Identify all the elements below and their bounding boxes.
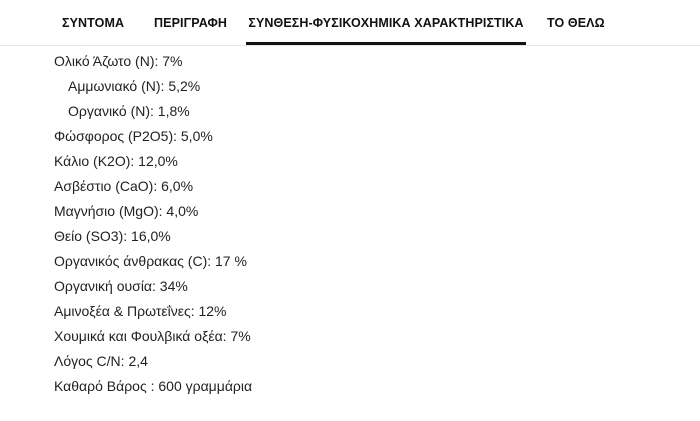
list-item-cn-ratio: Λόγος C/N: 2,4 — [54, 353, 148, 369]
list-item-sulfur: Θείο (SO3): 16,0% — [54, 228, 171, 244]
list-item-magnesium: Μαγνήσιο (MgO): 4,0% — [54, 203, 199, 219]
tab-composition[interactable]: ΣΥΝΘΕΣΗ-ΦΥΣΙΚΟΧΗΜΙΚΑ ΧΑΡΑΚΤΗΡΙΣΤΙΚΑ — [246, 0, 526, 45]
list-item-organic-nitrogen: Οργανικό (N): 1,8% — [68, 103, 190, 119]
list-item-potassium: Κάλιο (K2O): 12,0% — [54, 153, 178, 169]
list-item-phosphorus: Φώσφορος (P2O5): 5,0% — [54, 128, 213, 144]
list-item-organic-carbon: Οργανικός άνθρακας (C): 17 % — [54, 253, 247, 269]
composition-panel — [54, 49, 252, 399]
product-tabs — [0, 0, 700, 46]
list-item-humic-fulvic-acids: Χουμικά και Φουλβικά οξέα: 7% — [54, 328, 251, 344]
list-item-total-nitrogen: Ολικό Άζωτο (N): 7% — [54, 53, 183, 69]
list-item-ammoniacal-nitrogen: Αμμωνιακό (N): 5,2% — [68, 78, 201, 94]
list-item-net-weight: Καθαρό Βάρος : 600 γραμμάρια — [54, 378, 253, 394]
list-item-organic-matter: Οργανική ουσία: 34% — [54, 278, 188, 294]
list-item-calcium: Ασβέστιο (CaO): 6,0% — [54, 178, 194, 194]
list-item-amino-acids-proteins: Αμινοξέα & Πρωτεΐνες: 12% — [54, 303, 227, 319]
tab-description[interactable]: ΠΕΡΙΓΡΑΦΗ — [154, 16, 227, 30]
tab-summary[interactable]: ΣΥΝΤΟΜΑ — [62, 16, 125, 30]
tab-want-it[interactable]: ΤΟ ΘΕΛΩ — [547, 16, 605, 30]
